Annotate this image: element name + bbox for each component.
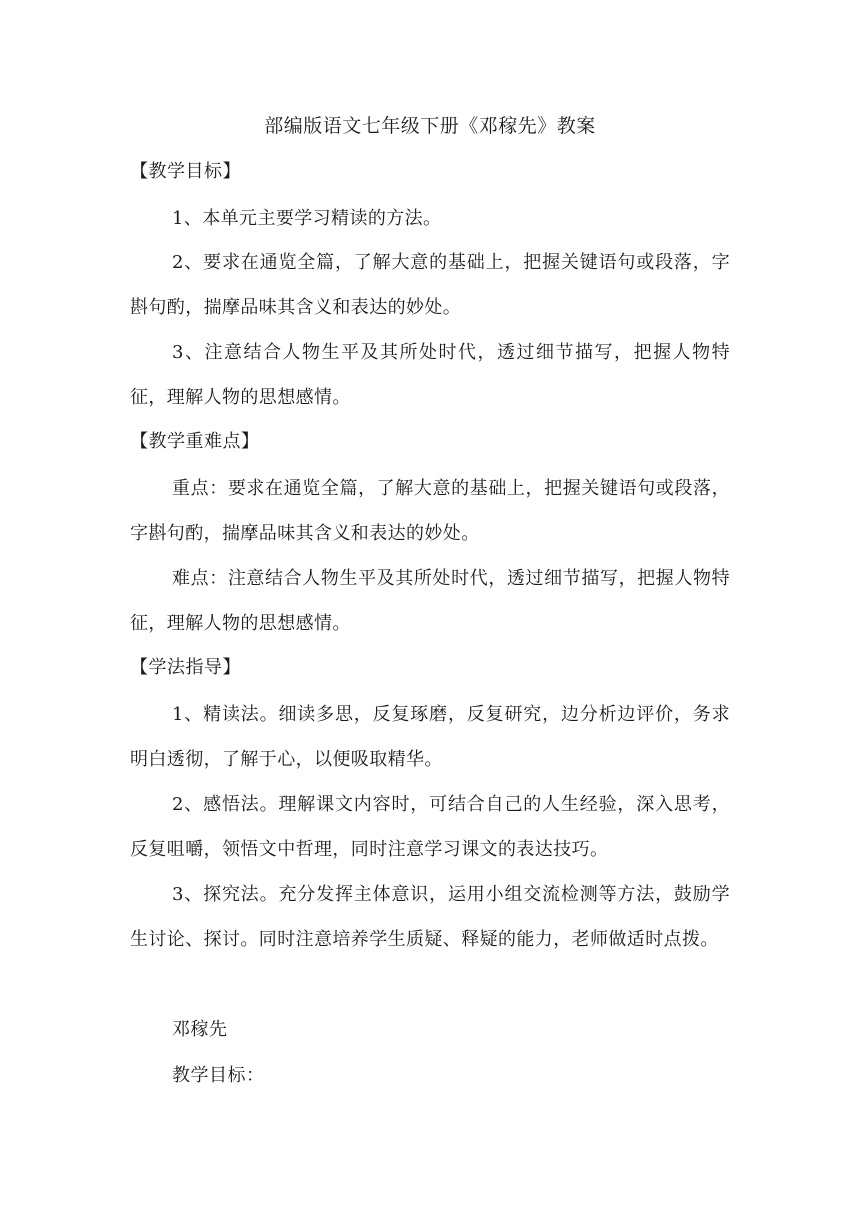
key-point: 重点：要求在通览全篇，了解大意的基础上，把握关键语句或段落，字斟句酌，揣摩品味其含义和表达的妙处。 [130, 478, 730, 544]
teaching-goal-1: 1、本单元主要学习精读的方法。 [172, 208, 442, 229]
lesson-name: 邓稼先 [172, 1019, 228, 1040]
difficult-point: 难点：注意结合人物生平及其所处时代，透过细节描写，把握人物特征，理解人物的思想感情。 [130, 568, 730, 634]
section-heading-teaching-goals: 【教学目标】 [130, 161, 241, 182]
study-method-3: 3、探究法。充分发挥主体意识，运用小组交流检测等方法，鼓励学生讨论、探讨。同时注意培养学生质疑、释疑的能力，老师做适时点拨。 [130, 884, 730, 950]
section-heading-study-guidance: 【学法指导】 [130, 657, 241, 678]
teaching-goal-3: 3、注意结合人物生平及其所处时代，透过细节描写，把握人物特征，理解人物的思想感情。 [130, 342, 730, 408]
section-heading-key-difficult-points: 【教学重难点】 [130, 431, 260, 452]
teaching-goal-2: 2、要求在通览全篇，了解大意的基础上，把握关键语句或段落，字斟句酌，揣摩品味其含义和表达的妙处。 [130, 252, 730, 318]
study-method-1: 1、精读法。细读多思，反复琢磨，反复研究，边分析边评价，务求明白透彻，了解于心，以便吸取精华。 [130, 704, 730, 770]
lesson-goal-label: 教学目标： [172, 1065, 265, 1086]
document-title: 部编版语文七年级下册《邓稼先》教案 [264, 115, 596, 137]
study-method-2: 2、感悟法。理解课文内容时，可结合自己的人生经验，深入思考，反复咀嚼，领悟文中哲理，同时注意学习课文的表达技巧。 [130, 794, 730, 860]
